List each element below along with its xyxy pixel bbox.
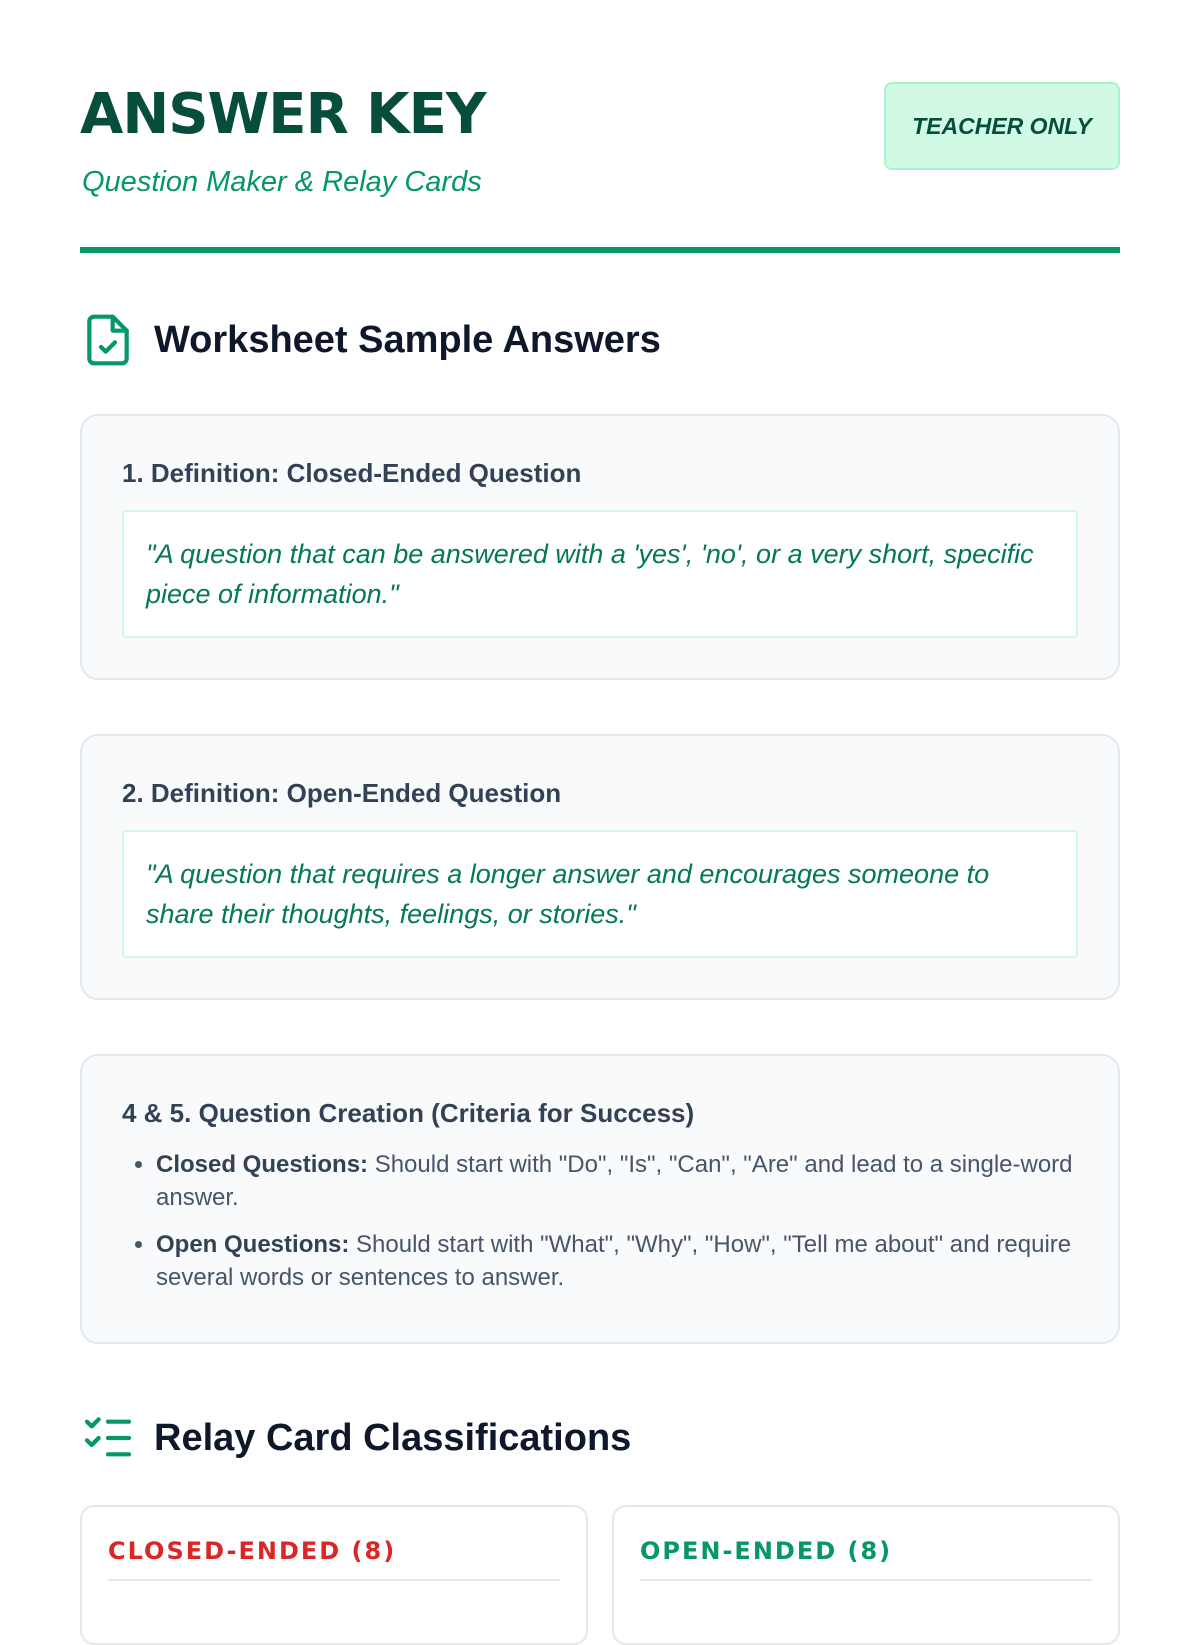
closed-definition-card bbox=[80, 414, 1120, 680]
worksheet-section-title: Worksheet Sample Answers bbox=[154, 318, 661, 361]
page-header bbox=[80, 82, 1120, 222]
page-subtitle: Question Maker & Relay Cards bbox=[82, 166, 482, 198]
question-creation-heading: 4 & 5. Question Creation (Criteria for Success) bbox=[122, 1098, 695, 1128]
criteria-item-label: Open Questions: bbox=[156, 1231, 350, 1258]
question-creation-card bbox=[80, 1054, 1120, 1344]
criteria-item-label: Closed Questions: bbox=[156, 1151, 369, 1178]
page-title: ANSWER KEY bbox=[80, 82, 486, 147]
column-divider bbox=[640, 1579, 1092, 1581]
open-definition-answer: "A question that requires a longer answer and encourages someone to share their thoughts, feelings, or stories." bbox=[122, 830, 1078, 958]
open-definition-heading: 2. Definition: Open-Ended Question bbox=[122, 778, 562, 808]
open-definition-card bbox=[80, 734, 1120, 1000]
criteria-item-open bbox=[156, 1228, 1078, 1294]
open-ended-column bbox=[612, 1505, 1120, 1645]
teacher-only-badge: TEACHER ONLY bbox=[884, 82, 1120, 170]
file-check-icon bbox=[80, 312, 136, 368]
closed-ended-column bbox=[80, 1505, 588, 1645]
criteria-item-text: Should start with "What", "Why", "How", "Tell me about" and require several words or sentences to answer. bbox=[156, 1231, 1072, 1291]
criteria-list bbox=[122, 1148, 1078, 1294]
closed-definition-answer: "A question that can be answered with a 'yes', 'no', or a very short, specific piece of information." bbox=[122, 510, 1078, 638]
relay-section-header bbox=[80, 1406, 1120, 1470]
criteria-item-text: Should start with "Do", "Is", "Can", "Are" and lead to a single-word answer. bbox=[156, 1151, 1073, 1211]
closed-ended-label: CLOSED-ENDED (8) bbox=[108, 1537, 397, 1565]
worksheet-section-header bbox=[80, 308, 1120, 372]
closed-definition-heading: 1. Definition: Closed-Ended Question bbox=[122, 458, 582, 488]
open-ended-label: OPEN-ENDED (8) bbox=[640, 1537, 893, 1565]
header-divider bbox=[80, 247, 1120, 253]
list-checks-icon bbox=[80, 1410, 136, 1466]
relay-section-title: Relay Card Classifications bbox=[154, 1416, 632, 1459]
column-divider bbox=[108, 1579, 560, 1581]
criteria-item-closed bbox=[156, 1148, 1078, 1214]
